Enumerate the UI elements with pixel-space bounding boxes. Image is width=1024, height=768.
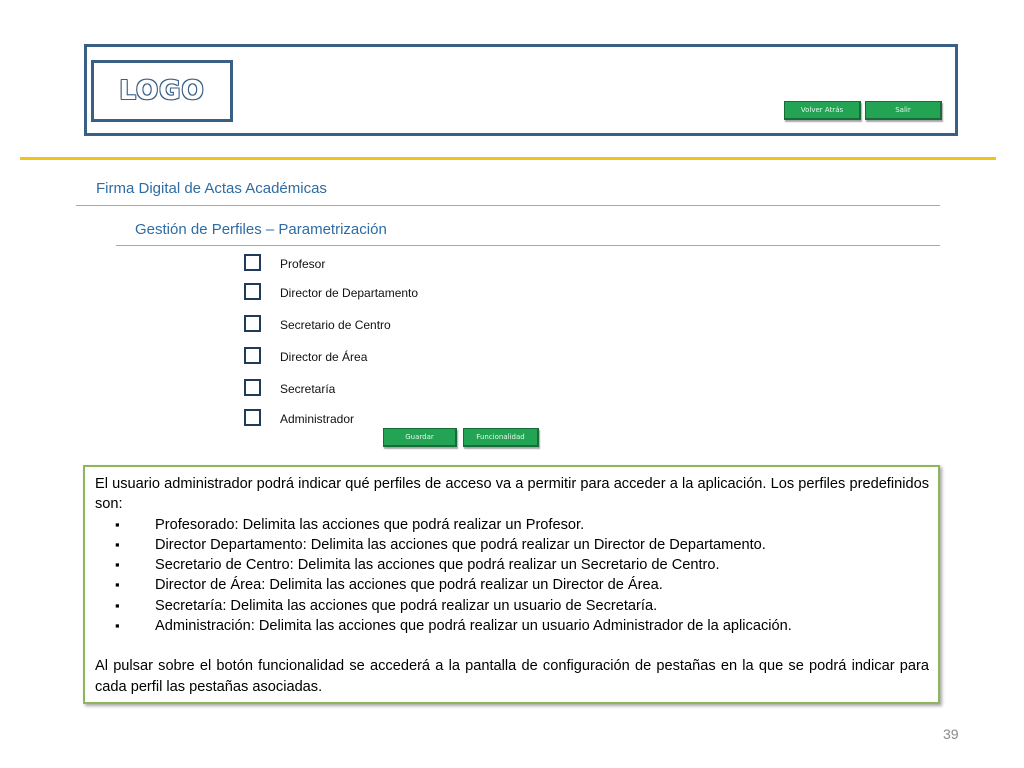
- list-item: ▪ Profesorado: Delimita las acciones que podrá realizar un Profesor.: [95, 515, 929, 535]
- logo: [91, 60, 233, 122]
- save-button[interactable]: Guardar: [383, 428, 457, 447]
- section-title: Firma Digital de Actas Académicas: [96, 180, 327, 197]
- profile-label: Secretario de Centro: [280, 318, 391, 332]
- notes-content: [95, 474, 929, 697]
- exit-button[interactable]: Salir: [865, 101, 942, 120]
- list-item: ▪ Director de Área: Delimita las acciones que podrá realizar un Director de Área.: [95, 575, 929, 595]
- checkbox[interactable]: [244, 379, 261, 396]
- logo-text: LOGO: [119, 76, 205, 106]
- checkbox[interactable]: [244, 409, 261, 426]
- profile-description-list: [95, 515, 929, 637]
- page-number: 39: [943, 726, 959, 742]
- checkbox[interactable]: [244, 283, 261, 300]
- profile-label: Director de Área: [280, 350, 368, 364]
- notes-footer: Al pulsar sobre el botón funcionalidad se accederá a la pantalla de configuración de pestañas en la que se podrá indicar para cada perfil las pestañas asociadas.: [95, 658, 929, 695]
- checkbox[interactable]: [244, 347, 261, 364]
- profile-label: Administrador: [280, 412, 355, 426]
- list-item: ▪ Director Departamento: Delimita las acciones que podrá realizar un Director de Departamento.: [95, 535, 929, 555]
- list-item: ▪ Secretaría: Delimita las acciones que podrá realizar un usuario de Secretaría.: [95, 596, 929, 616]
- divider-gold: [20, 157, 996, 160]
- checkbox[interactable]: [244, 315, 261, 332]
- profile-label: Director de Departamento: [280, 286, 419, 300]
- profile-label: Secretaría: [280, 382, 336, 396]
- profile-label: Profesor: [280, 257, 326, 271]
- spacer: [95, 636, 929, 656]
- section-subtitle: Gestión de Perfiles – Parametrización: [135, 221, 387, 238]
- divider: [116, 245, 940, 246]
- list-item: ▪ Administración: Delimita las acciones que podrá realizar un usuario Administrador de la aplicación.: [95, 616, 929, 636]
- list-item: ▪ Secretario de Centro: Delimita las acciones que podrá realizar un Secretario de Centro.: [95, 555, 929, 575]
- notes-intro: El usuario administrador podrá indicar qué perfiles de acceso va a permitir para acceder a la aplicación. Los perfiles predefinidos son:: [95, 476, 929, 513]
- divider: [76, 205, 940, 206]
- checkbox[interactable]: [244, 254, 261, 271]
- back-button[interactable]: Volver Atrás: [784, 101, 861, 120]
- functionality-button[interactable]: Funcionalidad: [463, 428, 539, 447]
